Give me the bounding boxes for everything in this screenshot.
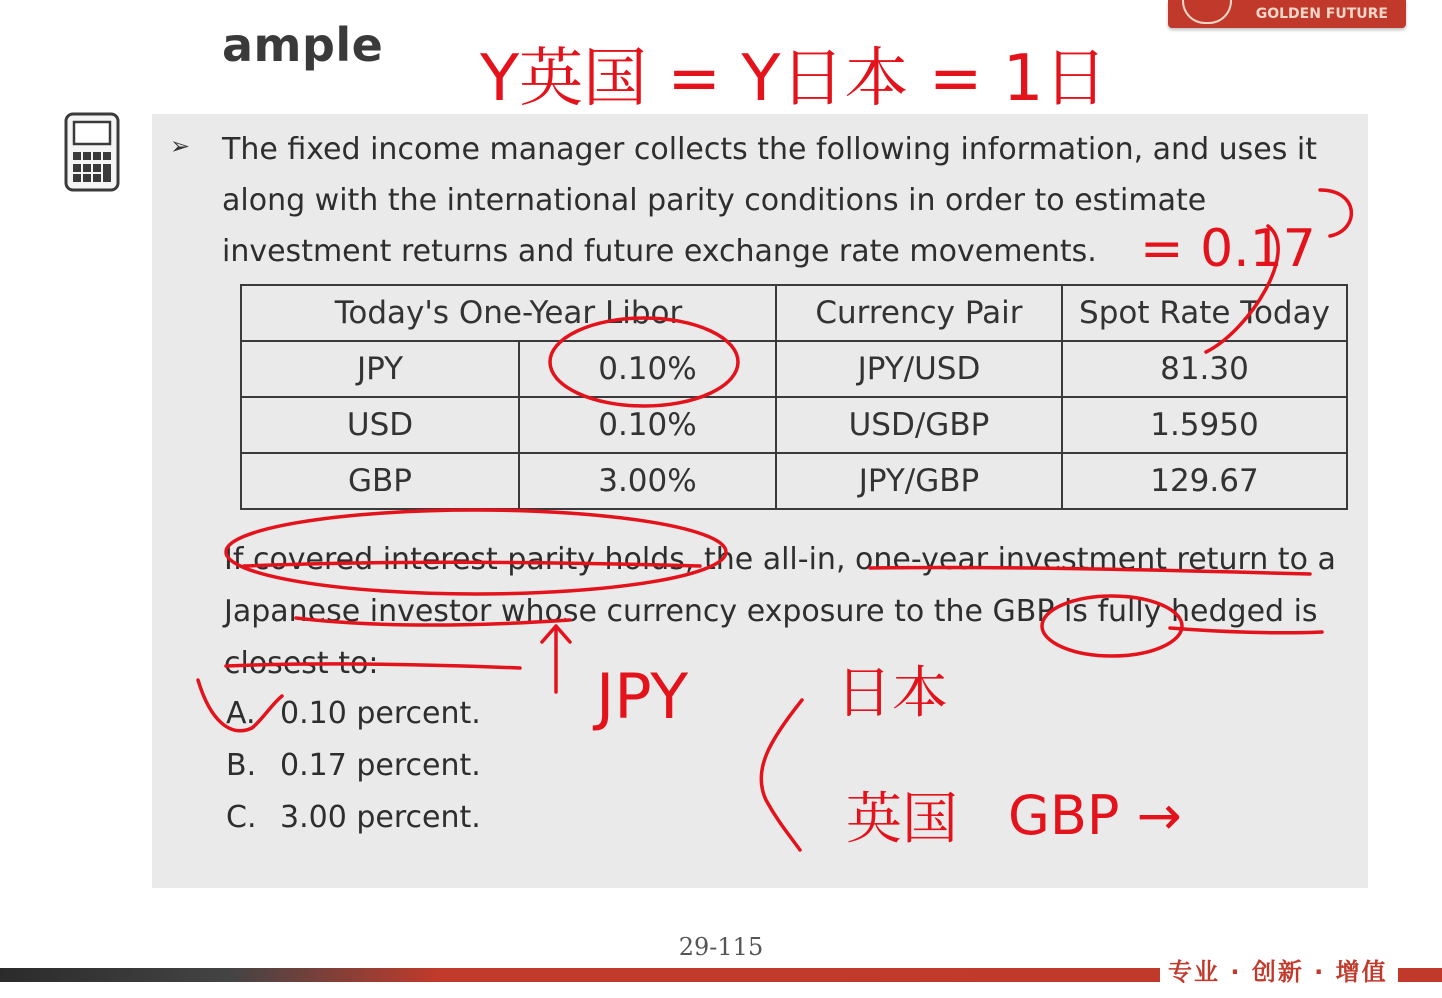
annotation-gbp: GBP → bbox=[1008, 784, 1182, 847]
cell-currency: USD bbox=[241, 397, 519, 453]
annotation-uk: 英国 bbox=[846, 787, 958, 852]
underline-japanese-investor bbox=[296, 618, 570, 625]
header-libor: Today's One-Year Libor bbox=[241, 285, 776, 341]
annotation-jpy: JPY bbox=[596, 660, 689, 733]
strike-covered-interest bbox=[244, 562, 700, 566]
option-letter: A. bbox=[226, 696, 256, 731]
cell-libor: 3.00% bbox=[519, 453, 776, 509]
cell-libor: 0.10% bbox=[519, 341, 776, 397]
page-number: 29-115 bbox=[678, 933, 764, 961]
option-letter: C. bbox=[226, 800, 257, 835]
cell-currency: JPY bbox=[241, 341, 519, 397]
header-currency-pair: Currency Pair bbox=[776, 285, 1062, 341]
intro-text: The fixed income manager collects the following information, and uses it along with the international parity conditions in order to estimate investment returns and future exchange rate movements. bbox=[222, 132, 1318, 269]
cell-libor: 0.10% bbox=[519, 397, 776, 453]
slide-title: ample bbox=[222, 18, 384, 72]
cell-pair: JPY/USD bbox=[776, 341, 1062, 397]
annotation-line1: Y英国 = Y日本 = 1日 bbox=[480, 42, 1108, 116]
option-letter: B. bbox=[226, 748, 257, 783]
annotation-japan: 日本 bbox=[836, 661, 948, 726]
strike-hedged bbox=[226, 664, 520, 668]
cell-spot: 129.67 bbox=[1062, 453, 1347, 509]
cell-spot: 81.30 bbox=[1062, 341, 1347, 397]
cell-currency: GBP bbox=[241, 453, 519, 509]
footer-slogan: 专业 · 创新 · 增值 bbox=[1168, 958, 1388, 986]
circle-covered-parity bbox=[226, 510, 726, 594]
cell-pair: JPY/GBP bbox=[776, 453, 1062, 509]
question-text: If covered interest parity holds, the all-in, one-year investment return to a Japanese investor whose currency exposure to the GBP is fully hedged is closest to: bbox=[224, 542, 1336, 681]
option-text: 0.10 percent. bbox=[280, 696, 481, 731]
option-text: 0.17 percent. bbox=[280, 748, 481, 783]
cell-pair: USD/GBP bbox=[776, 397, 1062, 453]
bracket-curve bbox=[761, 700, 802, 850]
option-text: 3.00 percent. bbox=[280, 800, 481, 835]
underline-investment-return bbox=[870, 567, 1310, 574]
header-spot-rate: Spot Rate Today bbox=[1062, 285, 1347, 341]
hook-stroke bbox=[1320, 190, 1351, 236]
underline-fully bbox=[1170, 628, 1322, 633]
logo-text: GOLDEN FUTURE bbox=[1255, 6, 1388, 22]
circle-jpy-libor bbox=[550, 318, 738, 406]
annotation-value: = 0.17 bbox=[1140, 219, 1316, 279]
cell-spot: 1.5950 bbox=[1062, 397, 1347, 453]
check-mark-a bbox=[198, 680, 282, 731]
circle-gbp bbox=[1042, 596, 1182, 656]
bullet-arrow-icon: ➢ bbox=[170, 132, 191, 160]
